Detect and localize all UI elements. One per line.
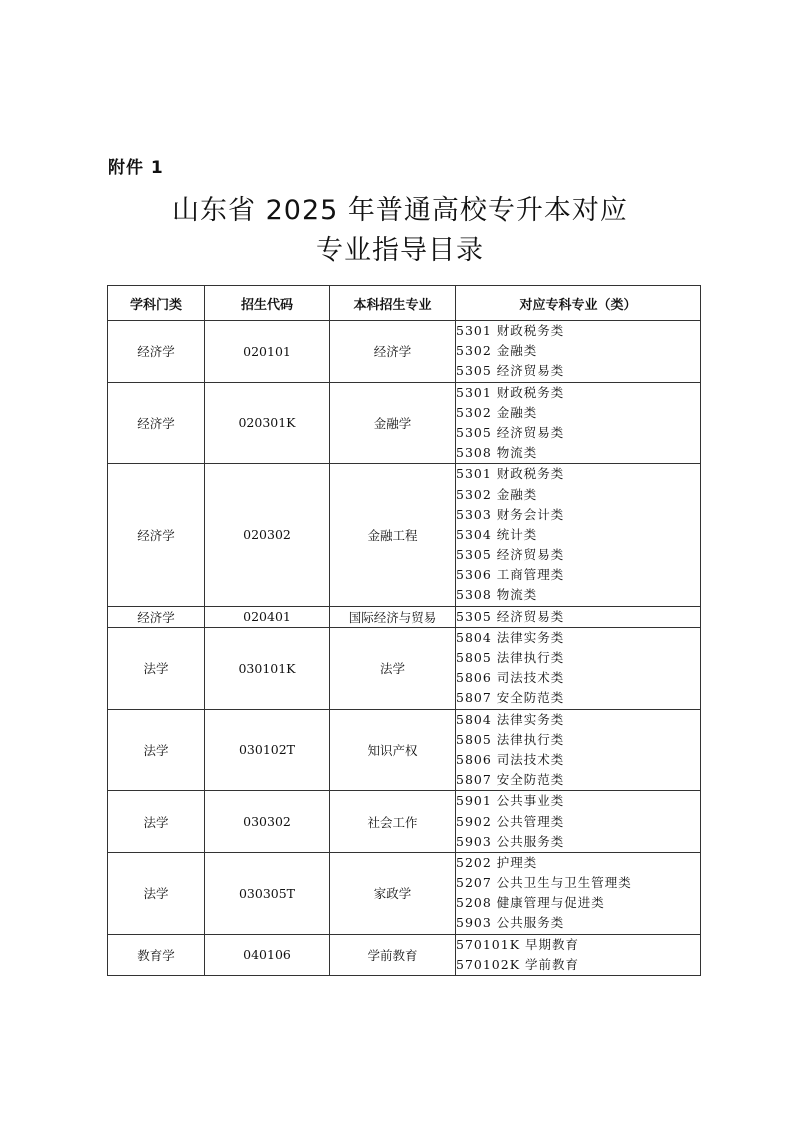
vocational-major-item: 5303 财务会计类 (456, 506, 565, 522)
vocational-major-item: 5901 公共事业类 (456, 793, 565, 809)
vocational-major-item: 5305 经济贸易类 (456, 547, 565, 563)
cell-vocational-majors (456, 791, 701, 853)
vocational-major-item: 5806 司法技术类 (456, 751, 565, 767)
vocational-major-item: 5302 金融类 (456, 404, 538, 420)
cell-category: 教育学 (108, 934, 205, 975)
cell-code: 040106 (205, 934, 330, 975)
vocational-major-item: 5301 财政税务类 (456, 323, 565, 338)
cell-code: 020302 (205, 464, 330, 606)
vocational-major-item: 5306 工商管理类 (456, 567, 565, 583)
cell-major: 金融学 (330, 382, 456, 464)
vocational-major-item: 5806 司法技术类 (456, 670, 565, 686)
vocational-major-item: 5302 金融类 (456, 486, 538, 502)
vocational-major-item: 5302 金融类 (456, 343, 538, 359)
cell-category: 法学 (108, 791, 205, 853)
cell-category: 经济学 (108, 382, 205, 464)
table-row (108, 321, 701, 383)
vocational-major-item: 5807 安全防范类 (456, 690, 565, 706)
table-row (108, 852, 701, 934)
vocational-major-item: 5903 公共服务类 (456, 915, 565, 931)
cell-major: 社会工作 (330, 791, 456, 853)
cell-category: 法学 (108, 852, 205, 934)
vocational-major-item: 570102K 学前教育 (456, 956, 580, 972)
cell-vocational-majors (456, 606, 701, 627)
header-major: 本科招生专业 (330, 286, 456, 321)
vocational-major-item: 5308 物流类 (456, 587, 538, 603)
cell-vocational-majors (456, 382, 701, 464)
vocational-major-item: 5804 法律实务类 (456, 629, 565, 645)
cell-major: 法学 (330, 627, 456, 709)
vocational-major-item: 5208 健康管理与促进类 (456, 895, 605, 911)
vocational-major-item: 5308 物流类 (456, 445, 538, 461)
cell-vocational-majors (456, 464, 701, 606)
vocational-major-item: 5305 经济贸易类 (456, 608, 565, 624)
cell-category: 经济学 (108, 464, 205, 606)
cell-code: 020401 (205, 606, 330, 627)
vocational-major-item: 5305 经济贸易类 (456, 363, 565, 379)
table-row (108, 791, 701, 853)
cell-category: 法学 (108, 627, 205, 709)
major-catalog-table (107, 285, 701, 976)
table-header-row (108, 286, 701, 321)
vocational-major-item: 5807 安全防范类 (456, 772, 565, 788)
cell-major: 金融工程 (330, 464, 456, 606)
cell-category: 法学 (108, 709, 205, 791)
cell-code: 020301K (205, 382, 330, 464)
document-title-line2: 专业指导目录 (316, 235, 484, 266)
header-code: 招生代码 (205, 286, 330, 321)
vocational-major-item: 5805 法律执行类 (456, 650, 565, 665)
vocational-major-item: 5305 经济贸易类 (456, 424, 565, 440)
cell-vocational-majors (456, 709, 701, 791)
cell-major: 国际经济与贸易 (330, 606, 456, 627)
cell-category: 经济学 (108, 321, 205, 383)
vocational-major-item: 5202 护理类 (456, 854, 538, 870)
vocational-major-item: 5902 公共管理类 (456, 813, 565, 829)
attachment-label: 附件 1 (108, 158, 164, 178)
vocational-major-item: 5304 统计类 (456, 526, 538, 542)
vocational-major-item: 570101K 早期教育 (456, 936, 580, 952)
vocational-major-item: 5301 财政税务类 (456, 466, 565, 482)
cell-vocational-majors (456, 934, 701, 975)
cell-code: 030102T (205, 709, 330, 791)
table-row (108, 627, 701, 709)
vocational-major-item: 5207 公共卫生与卫生管理类 (456, 875, 632, 891)
cell-vocational-majors (456, 852, 701, 934)
cell-code: 030302 (205, 791, 330, 853)
cell-major: 知识产权 (330, 709, 456, 791)
table-row (108, 606, 701, 627)
table-row (108, 464, 701, 606)
vocational-major-item: 5301 财政税务类 (456, 384, 565, 400)
cell-category: 经济学 (108, 606, 205, 627)
table-row (108, 709, 701, 791)
cell-code: 020101 (205, 321, 330, 383)
cell-code: 030305T (205, 852, 330, 934)
cell-major: 学前教育 (330, 934, 456, 975)
cell-code: 030101K (205, 627, 330, 709)
header-vocational: 对应专科专业（类） (456, 286, 701, 321)
cell-vocational-majors (456, 627, 701, 709)
cell-major: 家政学 (330, 852, 456, 934)
table-row (108, 934, 701, 975)
cell-vocational-majors (456, 321, 701, 383)
vocational-major-item: 5804 法律实务类 (456, 711, 565, 727)
vocational-major-item: 5805 法律执行类 (456, 731, 565, 747)
header-category: 学科门类 (108, 286, 205, 321)
cell-major: 经济学 (330, 321, 456, 383)
table-row (108, 382, 701, 464)
vocational-major-item: 5903 公共服务类 (456, 833, 565, 849)
document-title-line1: 山东省 2025 年普通高校专升本对应 (172, 195, 628, 226)
